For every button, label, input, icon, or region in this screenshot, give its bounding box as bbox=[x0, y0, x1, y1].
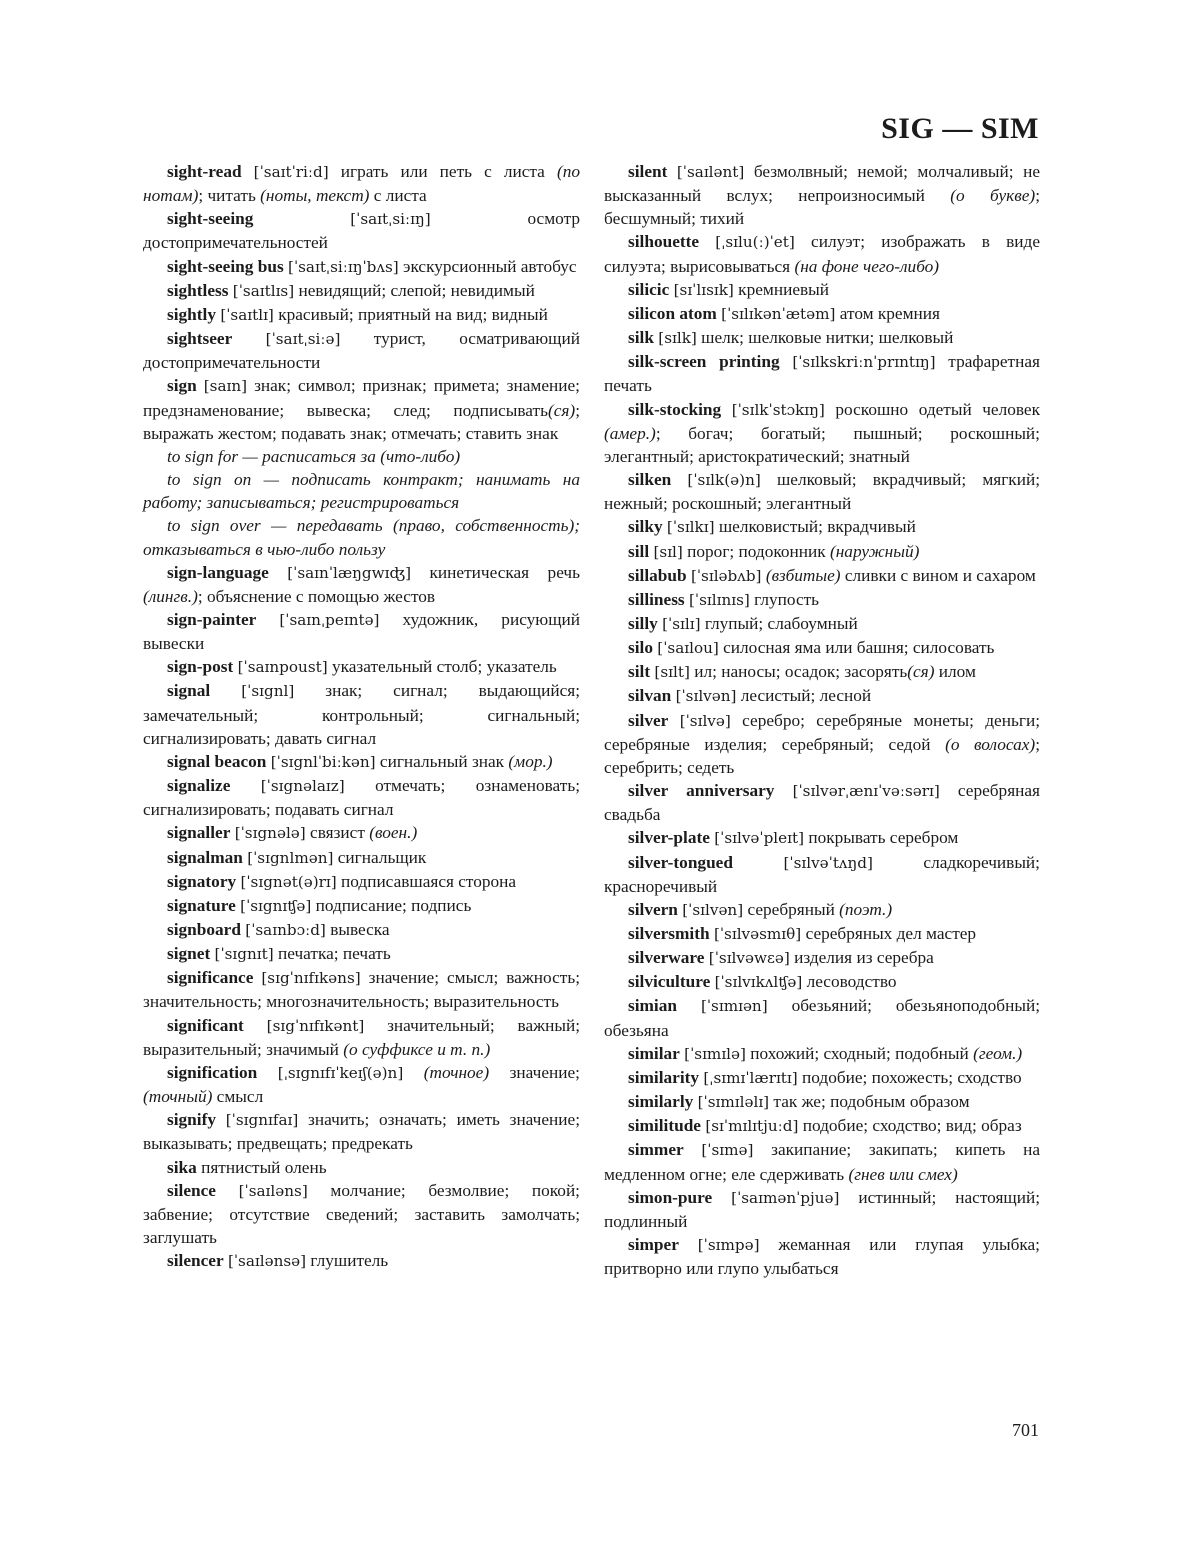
definition-text: значение; bbox=[489, 1062, 580, 1082]
usage-label: (наружный) bbox=[829, 541, 920, 561]
headword: sight-read bbox=[167, 162, 242, 181]
definition-text: глупый; слабоумный bbox=[700, 613, 858, 633]
definition-text: сладкоречивый; красноречивый bbox=[604, 852, 1040, 896]
definition-text: илом bbox=[934, 662, 976, 682]
definition-text: связист bbox=[305, 823, 370, 843]
dictionary-entry bbox=[604, 709, 1040, 779]
dictionary-entry bbox=[604, 515, 1040, 539]
definition-text: подобие; похожесть; сходство bbox=[797, 1067, 1022, 1087]
phrase-entry bbox=[143, 514, 580, 560]
transcription: [ˈsɪlvəwɛə] bbox=[708, 949, 790, 968]
dictionary-entry bbox=[143, 561, 580, 608]
dictionary-entry bbox=[604, 612, 1040, 636]
headword: signboard bbox=[167, 920, 241, 939]
definition-text bbox=[230, 776, 260, 795]
definition-text: серебряный bbox=[743, 899, 840, 919]
definition-text bbox=[232, 329, 265, 348]
transcription: [ˈsɪmə] bbox=[701, 1141, 754, 1160]
headword: sight-seeing bus bbox=[167, 256, 284, 276]
transcription: [ˈsaɪtˌsiːə] bbox=[265, 330, 341, 349]
transcription: [ˈsaɪtlɪ] bbox=[220, 305, 274, 324]
transcription: [ˈsaɪnpoust] bbox=[237, 658, 328, 677]
transcription: [ˈsaɪlou] bbox=[657, 639, 719, 658]
headword: silvan bbox=[628, 686, 672, 706]
headword: silverware bbox=[628, 948, 705, 968]
definition-text: знак; сигнал; выдающийся; замечательный; контрольный; сигнальный; сигнализировать; давать сигнал bbox=[143, 681, 580, 748]
usage-label: to sign for — расписаться за (что-либо) bbox=[167, 446, 461, 466]
headword: signet bbox=[167, 944, 211, 964]
transcription: [ˈsɪgnɪt] bbox=[214, 945, 274, 964]
dictionary-entry bbox=[604, 779, 1040, 826]
usage-label: (мор.) bbox=[508, 751, 553, 771]
definition-text: пятнистый олень bbox=[196, 1157, 327, 1177]
definition-text bbox=[721, 400, 732, 419]
headword: silt bbox=[628, 662, 651, 682]
dictionary-entry bbox=[143, 1014, 580, 1061]
headword: simper bbox=[628, 1235, 679, 1255]
headword: signalize bbox=[167, 776, 231, 796]
headword: sillabub bbox=[628, 565, 687, 585]
transcription: [ˈsɪlɪkənˈætəm] bbox=[721, 304, 836, 323]
definition-text: значить; означать; иметь значение; выказывать; предвещать; предрекать bbox=[143, 1110, 580, 1154]
dictionary-entry bbox=[143, 966, 580, 1013]
definition-text: шелковый; вкрадчивый; мягкий; нежный; роскошный; элегантный bbox=[604, 470, 1040, 514]
usage-label: (ся) bbox=[907, 662, 935, 682]
transcription: [ˈsɪlɪnɪs] bbox=[689, 590, 750, 609]
dictionary-entry bbox=[143, 894, 580, 918]
dictionary-entry bbox=[143, 679, 580, 749]
definition-text: лесистый; лесной bbox=[736, 686, 872, 706]
definition-text: трафаретная печать bbox=[604, 352, 1040, 396]
dictionary-entry bbox=[604, 1114, 1040, 1138]
definition-text: ; бесшумный; тихий bbox=[604, 186, 1040, 229]
transcription: [ˌsɪmɪˈlærɪtɪ] bbox=[703, 1068, 798, 1087]
headword: signaller bbox=[167, 823, 231, 843]
dictionary-entry bbox=[604, 1090, 1040, 1114]
dictionary-entry bbox=[604, 922, 1040, 946]
usage-label: (по нотам) bbox=[143, 162, 580, 206]
transcription: [ˈsɪlkɪ] bbox=[666, 518, 715, 537]
transcription: [ˈsaɪlənsə] bbox=[227, 1252, 307, 1271]
definition-text: ; богач; богатый; пышный; роскошный; элегантный; аристократический; знатный bbox=[604, 423, 1040, 466]
definition-text: знак; символ; признак; примета; знамение; предзнаменование; вывеска; след; подписывать bbox=[143, 376, 580, 420]
definition-text bbox=[684, 1140, 702, 1159]
headword: significance bbox=[167, 968, 254, 988]
transcription: [ˈsaɪtlɪs] bbox=[232, 281, 295, 300]
headword: silhouette bbox=[628, 232, 700, 252]
definition-text: ; объяснение с помощью жестов bbox=[197, 586, 436, 606]
definition-text: похожий; сходный; подобный bbox=[745, 1043, 974, 1063]
dictionary-entry bbox=[604, 564, 1040, 588]
definition-text: печатка; печать bbox=[273, 944, 391, 964]
definition-text: покрывать серебром bbox=[804, 828, 959, 848]
headword: silver bbox=[628, 710, 669, 730]
definition-text: вывеска bbox=[325, 920, 390, 939]
definition-text: ил; наносы; осадок; засорять bbox=[689, 662, 908, 682]
definition-text: указательный столб; указатель bbox=[327, 657, 557, 677]
left-column bbox=[143, 160, 580, 1273]
definition-text bbox=[733, 853, 784, 872]
headword: silversmith bbox=[628, 924, 710, 943]
headword: sign-post bbox=[167, 657, 234, 677]
definition-text bbox=[244, 1016, 267, 1035]
dictionary-entry bbox=[143, 608, 580, 655]
definition-text: так же; подобным образом bbox=[769, 1092, 970, 1112]
transcription: [ˈsɪmɪləlɪ] bbox=[697, 1093, 770, 1112]
definition-text: смысл bbox=[212, 1087, 264, 1107]
headword: signify bbox=[167, 1110, 216, 1130]
definition-text: глупость bbox=[749, 589, 820, 609]
definition-text: атом кремния bbox=[835, 303, 940, 323]
definition-text: порог; подоконник bbox=[682, 541, 830, 561]
transcription: [ˈsɪgnɪʧə] bbox=[240, 896, 312, 915]
headword: silvern bbox=[628, 899, 678, 919]
usage-label: to sign over — передавать (право, собственность); отказываться в чью-либо пользу bbox=[143, 516, 580, 559]
transcription: [ˈsaɪmənˈpjuə] bbox=[731, 1188, 840, 1207]
usage-label: (лингв.) bbox=[143, 586, 198, 606]
dictionary-entry bbox=[604, 468, 1040, 515]
headword: sign-language bbox=[167, 562, 269, 582]
transcription: [ˈsaɪnˌpeɪntə] bbox=[279, 610, 380, 629]
running-head: SIG — SIM bbox=[881, 112, 1039, 145]
definition-text: осмотр достопримечательностей bbox=[143, 209, 580, 253]
headword: sight-seeing bbox=[167, 209, 254, 229]
headword: silk-stocking bbox=[628, 399, 722, 419]
definition-text: лесоводство bbox=[802, 972, 897, 992]
transcription: [ˈsɪləbʌb] bbox=[690, 566, 762, 585]
headword: silicic bbox=[628, 279, 670, 299]
dictionary-entry bbox=[604, 1233, 1040, 1280]
definition-text bbox=[257, 1063, 278, 1082]
headword: sightless bbox=[167, 280, 229, 300]
transcription: [ˈsaɪnbɔːd] bbox=[245, 921, 326, 939]
definition-text bbox=[699, 232, 715, 251]
transcription: [ˈsɪlvəˈpleɪt] bbox=[714, 829, 805, 848]
dictionary-entry bbox=[604, 350, 1040, 397]
dictionary-entry bbox=[604, 1066, 1040, 1090]
definition-text: невидящий; слепой; невидимый bbox=[294, 280, 535, 300]
transcription: [ˈsɪgnlˈbiːkən] bbox=[270, 752, 376, 771]
definition-text: подобие; сходство; вид; образ bbox=[798, 1116, 1022, 1136]
definition-text bbox=[668, 711, 679, 730]
dictionary-entry bbox=[604, 278, 1040, 302]
headword: sika bbox=[167, 1157, 197, 1177]
usage-label: (точное) bbox=[423, 1062, 490, 1082]
dictionary-entry bbox=[143, 1061, 580, 1108]
headword: signature bbox=[167, 895, 236, 915]
definition-text bbox=[197, 376, 204, 395]
headword: sightly bbox=[167, 304, 216, 324]
transcription: [ˈsɪmɪlə] bbox=[684, 1044, 746, 1063]
usage-label: (о волосах) bbox=[945, 734, 1036, 754]
usage-label: (поэт.) bbox=[839, 899, 893, 919]
transcription: [sɪˈmɪlɪtjuːd] bbox=[705, 1117, 799, 1136]
headword: silicon atom bbox=[628, 303, 717, 323]
transcription: [ˈsɪgnɪfaɪ] bbox=[225, 1111, 299, 1130]
dictionary-entry bbox=[143, 821, 580, 845]
headword: silken bbox=[628, 470, 672, 490]
headword: simmer bbox=[628, 1140, 684, 1160]
dictionary-entry bbox=[143, 942, 580, 966]
transcription: [ˈsɪlvəsmɪθ] bbox=[713, 925, 802, 943]
transcription: [ˈsɪgnl] bbox=[241, 682, 295, 701]
dictionary-entry bbox=[604, 851, 1040, 898]
transcription: [ˈsɪlɪ] bbox=[662, 614, 701, 633]
definition-text bbox=[256, 610, 279, 629]
definition-text: шелковистый; вкрадчивый bbox=[714, 517, 916, 537]
definition-text: сливки с вином и сахаром bbox=[840, 565, 1036, 585]
dictionary-entry bbox=[604, 826, 1040, 850]
transcription: [ˈsaɪləns] bbox=[238, 1181, 308, 1200]
usage-label: (ся) bbox=[547, 400, 576, 420]
headword: silliness bbox=[628, 589, 685, 609]
definition-text bbox=[671, 470, 687, 489]
right-column bbox=[604, 160, 1040, 1280]
dictionary-entry bbox=[143, 1179, 580, 1249]
dictionary-entry bbox=[143, 303, 580, 327]
usage-label: (точный) bbox=[143, 1087, 213, 1107]
definition-text bbox=[712, 1188, 731, 1207]
definition-text: кремниевый bbox=[733, 279, 830, 299]
dictionary-entry bbox=[604, 160, 1040, 230]
definition-text: красивый; приятный на вид; видный bbox=[273, 304, 548, 324]
transcription: [ˈsaɪlənt] bbox=[676, 163, 745, 181]
dictionary-entry bbox=[143, 374, 580, 444]
transcription: [ˈsaɪnˈlæŋgwɪʤ] bbox=[287, 563, 412, 582]
definition-text: сигнальщик bbox=[333, 847, 427, 867]
definition-text bbox=[242, 162, 254, 181]
transcription: [ˈsaɪtˌsiːɪŋ] bbox=[350, 210, 431, 229]
headword: silver-tongued bbox=[628, 852, 733, 872]
headword: silo bbox=[628, 638, 653, 658]
usage-label: (амер.) bbox=[604, 423, 656, 443]
usage-label: (ноты, текст) bbox=[260, 186, 370, 206]
transcription: [sɪˈlɪsɪk] bbox=[673, 280, 734, 299]
dictionary-entry bbox=[143, 1108, 580, 1155]
definition-text: ; читать bbox=[198, 186, 261, 206]
dictionary-entry bbox=[604, 660, 1040, 684]
definition-text: отмечать; ознаменовать; сигнализировать; подавать сигнал bbox=[143, 776, 580, 820]
dictionary-entry bbox=[604, 970, 1040, 994]
transcription: [ˈsɪmpə] bbox=[697, 1236, 760, 1255]
transcription: [ˈsɪlk(ə)n] bbox=[687, 471, 761, 490]
headword: signification bbox=[167, 1062, 258, 1082]
definition-text: кинетическая речь bbox=[411, 562, 580, 582]
headword: similarly bbox=[628, 1092, 694, 1112]
transcription: [ˈsɪlvərˌænɪˈvəːsərɪ] bbox=[792, 782, 940, 801]
definition-text: силуэт; изображать в виде силуэта; вырисовываться bbox=[604, 232, 1040, 276]
dictionary-entry bbox=[604, 1186, 1040, 1233]
dictionary-entry bbox=[143, 846, 580, 870]
headword: sign-painter bbox=[167, 609, 257, 629]
definition-text: жеманная или глупая улыбка; притворно или глупо улыбаться bbox=[604, 1235, 1040, 1279]
definition-text: турист, осматривающий достопримечательности bbox=[143, 329, 580, 373]
phrase-entry bbox=[143, 445, 580, 468]
definition-text bbox=[774, 781, 792, 800]
definition-text bbox=[403, 1063, 424, 1082]
dictionary-entry bbox=[143, 750, 580, 774]
dictionary-entry bbox=[604, 1042, 1040, 1066]
definition-text: роскошно одетый человек bbox=[824, 399, 1040, 419]
dictionary-entry bbox=[604, 302, 1040, 326]
headword: silviculture bbox=[628, 972, 711, 992]
definition-text: экскурсионный автобус bbox=[398, 256, 577, 276]
transcription: [ˈsɪgnəlaɪz] bbox=[260, 777, 345, 796]
definition-text: подписание; подпись bbox=[311, 895, 472, 915]
dictionary-entry bbox=[604, 540, 1040, 564]
dictionary-entry bbox=[604, 684, 1040, 708]
usage-label: to sign on — подписать контракт; нанимать на работу; записываться; регистрироваться bbox=[143, 470, 580, 513]
definition-text: шелк; шелковые нитки; шелковый bbox=[696, 328, 954, 348]
headword: silky bbox=[628, 517, 663, 537]
transcription: [ˈsɪgnət(ə)rɪ] bbox=[240, 872, 337, 891]
dictionary-entry bbox=[143, 870, 580, 894]
usage-label: (гнев или смех) bbox=[848, 1164, 958, 1184]
transcription: [ˌsɪlu(ː)ˈet] bbox=[715, 233, 795, 252]
dictionary-entry bbox=[604, 230, 1040, 277]
dictionary-entry bbox=[143, 1249, 580, 1273]
transcription: [sɪl] bbox=[653, 542, 683, 561]
definition-text: закипание; закипать; кипеть на медленном огне; еле сдерживать bbox=[604, 1140, 1040, 1184]
definition-text bbox=[216, 1181, 239, 1200]
dictionary-entry bbox=[143, 774, 580, 821]
headword: sightseer bbox=[167, 329, 233, 349]
dictionary-entry bbox=[143, 255, 580, 279]
transcription: [ˈsɪlvən] bbox=[675, 687, 737, 706]
dictionary-entry bbox=[604, 994, 1040, 1041]
headword: significant bbox=[167, 1015, 244, 1035]
headword: sign bbox=[167, 376, 197, 396]
transcription: [sɪgˈnɪfɪkənt] bbox=[266, 1016, 365, 1035]
usage-label: (взбитые) bbox=[765, 565, 841, 585]
page-number: 701 bbox=[1012, 1420, 1039, 1440]
transcription: [ˈsɪlvəˈtʌŋd] bbox=[783, 853, 873, 872]
headword: sill bbox=[628, 541, 650, 561]
definition-text bbox=[269, 563, 287, 582]
definition-text bbox=[667, 162, 677, 181]
headword: signalman bbox=[167, 847, 243, 867]
dictionary-entry bbox=[143, 160, 580, 207]
dictionary-entry bbox=[143, 1156, 580, 1179]
definition-text: играть или петь с листа bbox=[328, 162, 557, 181]
dictionary-entry bbox=[604, 636, 1040, 660]
definition-text: художник, рисующий вывески bbox=[143, 609, 580, 654]
definition-text bbox=[216, 1110, 226, 1129]
transcription: [ˈsaɪtˌsiːɪŋˈbʌs] bbox=[288, 257, 399, 276]
usage-label: (о букве) bbox=[950, 186, 1036, 206]
transcription: [ˈsɪmɪən] bbox=[700, 997, 768, 1016]
headword: silver anniversary bbox=[628, 781, 775, 801]
headword: similar bbox=[628, 1043, 680, 1063]
transcription: [ˈsɪlvɪkʌlʧə] bbox=[714, 973, 803, 992]
definition-text bbox=[780, 352, 793, 371]
dictionary-entry bbox=[604, 588, 1040, 612]
dictionary-entry bbox=[143, 207, 580, 254]
headword: simian bbox=[628, 996, 677, 1016]
transcription: [ˈsɪgnələ] bbox=[234, 824, 306, 843]
definition-text: серебряных дел мастер bbox=[801, 924, 977, 943]
dictionary-entry bbox=[604, 1138, 1040, 1185]
transcription: [ˈsaɪtˈriːd] bbox=[253, 163, 329, 181]
definition-text: сигнальный знак bbox=[375, 751, 509, 771]
definition-text: серебро; серебряные монеты; деньги; серебряные изделия; серебряный; седой bbox=[604, 710, 1040, 754]
definition-text: глушитель bbox=[306, 1251, 389, 1271]
headword: silly bbox=[628, 613, 658, 633]
headword: silence bbox=[167, 1180, 216, 1200]
definition-text: силосная яма или башня; силосовать bbox=[718, 638, 995, 658]
headword: signatory bbox=[167, 871, 237, 891]
transcription: [ˈsɪlvə] bbox=[679, 711, 731, 730]
transcription: [sɪgˈnɪfɪkəns] bbox=[261, 969, 361, 988]
transcription: [ˈsɪgnlmən] bbox=[247, 848, 334, 867]
definition-text: обезьяний; обезьяноподобный; обезьяна bbox=[604, 996, 1040, 1040]
dictionary-entry bbox=[143, 327, 580, 374]
dictionary-entry bbox=[604, 398, 1040, 468]
definition-text: изделия из серебра bbox=[789, 948, 934, 968]
dictionary-entry bbox=[143, 655, 580, 679]
definition-text: серебряная свадьба bbox=[604, 781, 1041, 825]
usage-label: (геом.) bbox=[973, 1043, 1023, 1063]
dictionary-entry bbox=[143, 918, 580, 942]
transcription: [ˈsɪlkˈstɔkɪŋ] bbox=[731, 400, 825, 419]
transcription: [ˈsɪlvən] bbox=[682, 900, 744, 919]
definition-text: безмолвный; немой; молчаливый; не высказанный вслух; непроизносимый bbox=[604, 162, 1040, 206]
usage-label: (воен.) bbox=[369, 823, 418, 843]
definition-text bbox=[253, 209, 350, 228]
usage-label: (о суффиксе и т. п.) bbox=[343, 1039, 491, 1059]
headword: similarity bbox=[628, 1067, 700, 1087]
dictionary-entry bbox=[604, 898, 1040, 922]
definition-text: значение; смысл; важность; значительность; многозначительность; выразительность bbox=[143, 968, 581, 1012]
dictionary-entry bbox=[143, 279, 580, 303]
definition-text: подписавшаяся сторона bbox=[336, 871, 517, 891]
headword: silencer bbox=[167, 1251, 224, 1271]
definition-text bbox=[679, 1235, 698, 1254]
definition-text bbox=[677, 996, 701, 1015]
usage-label: (на фоне чего-либо) bbox=[794, 256, 940, 276]
headword: simon-pure bbox=[628, 1187, 713, 1207]
headword: similitude bbox=[628, 1116, 701, 1136]
headword: signal beacon bbox=[167, 751, 267, 771]
phrase-entry bbox=[143, 468, 580, 514]
definition-text: ; выражать жестом; подавать знак; отмечать; ставить знак bbox=[143, 400, 580, 443]
definition-text: значительный; важный; выразительный; значимый bbox=[143, 1015, 580, 1059]
headword: silk bbox=[628, 328, 654, 348]
headword: silent bbox=[628, 162, 668, 181]
dictionary-entry bbox=[604, 946, 1040, 970]
transcription: [sɪlt] bbox=[654, 663, 690, 682]
definition-text: молчание; безмолвие; покой; забвение; отсутствие сведений; заставить замолчать; заглушать bbox=[143, 1180, 580, 1248]
headword: silver-plate bbox=[628, 828, 710, 848]
headword: silk-screen printing bbox=[628, 352, 780, 372]
transcription: [sɪlk] bbox=[658, 329, 697, 348]
definition-text: с листа bbox=[369, 186, 427, 206]
transcription: [saɪn] bbox=[203, 377, 248, 396]
dictionary-entry bbox=[604, 326, 1040, 350]
definition-text: ; серебрить; седеть bbox=[604, 734, 1040, 777]
transcription: [ˈsɪlkskriːnˈprɪntɪŋ] bbox=[792, 353, 936, 372]
definition-text: истинный; настоящий; подлинный bbox=[604, 1187, 1041, 1231]
definition-text bbox=[210, 681, 241, 700]
headword: signal bbox=[167, 681, 211, 701]
transcription: [ˌsɪgnɪfɪˈkeɪʃ(ə)n] bbox=[277, 1063, 404, 1082]
